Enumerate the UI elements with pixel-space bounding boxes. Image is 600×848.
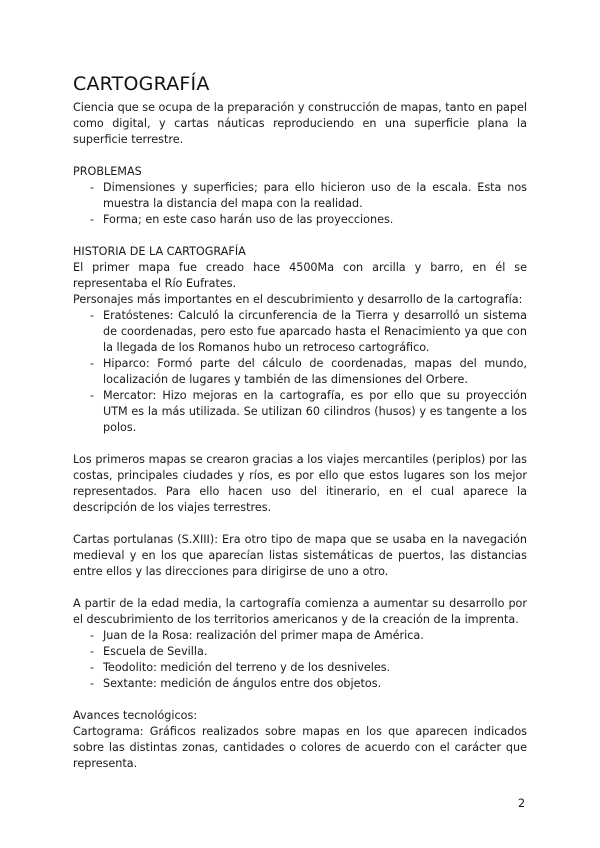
historia-heading: HISTORIA DE LA CARTOGRAFÍA [73,245,246,258]
edad-media-list [73,628,527,692]
document-page [73,72,527,772]
edad-media-paragraph: A partir de la edad media, la cartografía comienza a aumentar su desarrollo por el descubrimiento de los territorios americanos y de la creación de la imprenta. [73,597,527,626]
list-item: - Forma; en este caso harán uso de las proyecciones. [90,213,394,226]
list-item: - Eratóstenes: Calculó la circunferencia de la Tierra y desarrolló un sistema de coordenadas, pero esto fue aparcado hasta el Renacimiento ya que con la llegada de los Romanos hubo un retroceso cartográfico. [90,309,527,354]
list-item: - Teodolito: medición del terreno y de los desniveles. [90,661,391,674]
list-item: - Juan de la Rosa: realización del primer mapa de América. [90,629,424,642]
list-item: - Hiparco: Formó parte del cálculo de coordenadas, mapas del mundo, localización de lugares y también de las dimensiones del Orbere. [90,357,527,386]
avances-heading: Avances tecnológicos: [73,709,198,722]
problemas-heading: PROBLEMAS [73,165,142,178]
page-title: CARTOGRAFÍA [73,73,210,95]
list-item: - Mercator: Hizo mejoras en la cartografía, es por ello que su proyección UTM es la más utilizada. Se utilizan 60 cilindros (husos) y es tangente a los polos. [90,389,527,434]
cartograma-paragraph: Cartograma: Gráficos realizados sobre mapas en los que aparecen indicados sobre las distintas zonas, cantidades o colores de acuerdo con el carácter que representa. [73,725,527,770]
list-item: - Sextante: medición de ángulos entre dos objetos. [90,677,382,690]
historia-paragraph-1: El primer mapa fue creado hace 4500Ma con arcilla y barro, en él se representaba el Río Eufrates. [73,261,527,290]
list-item: - Escuela de Sevilla. [90,645,208,658]
historia-paragraph-2: Personajes más importantes en el descubrimiento y desarrollo de la cartografía: [73,293,523,306]
page-number: 2 [518,797,526,810]
problemas-list [73,180,527,228]
mercantiles-paragraph: Los primeros mapas se crearon gracias a los viajes mercantiles (periplos) por las costas, principales ciudades y ríos, es por ello que estos lugares son los mejor representados. Para ello hacen uso del itinerario, en el cual aparece la descripción de los viajes terrestres. [73,453,527,514]
portulanas-paragraph: Cartas portulanas (S.XIII): Era otro tipo de mapa que se usaba en la navegación medieval y en los que aparecían listas sistemáticas de puertos, las distancias entre ellos y las direcciones para dirigirse de uno a otro. [73,533,527,578]
intro-paragraph: Ciencia que se ocupa de la preparación y construcción de mapas, tanto en papel como digital, y cartas náuticas reproduciendo en una superficie plana la superficie terrestre. [73,101,527,146]
personajes-list [73,308,527,436]
list-item: - Dimensiones y superficies; para ello hicieron uso de la escala. Esta nos muestra la distancia del mapa con la realidad. [90,181,527,210]
